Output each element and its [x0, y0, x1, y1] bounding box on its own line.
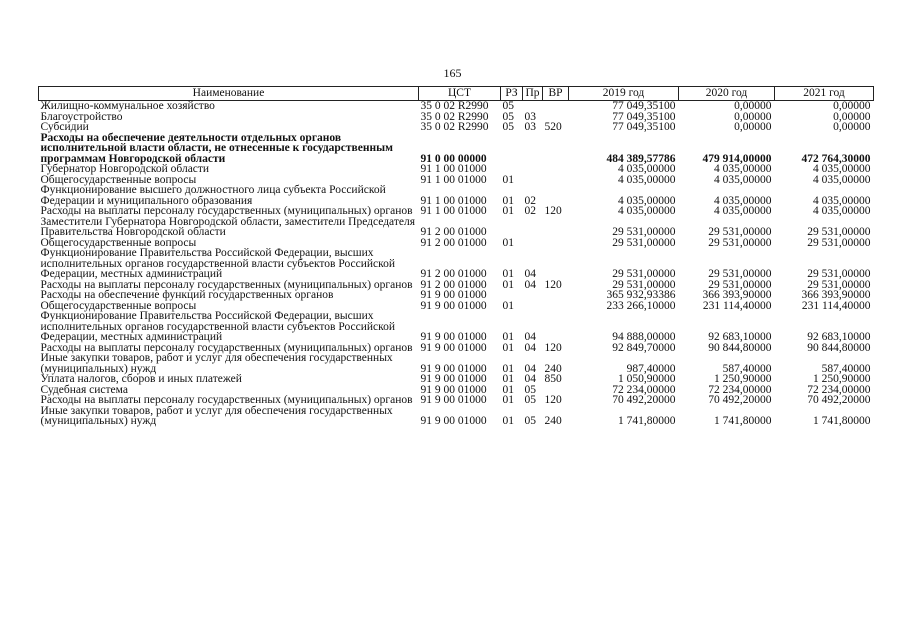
row-rz: 01 — [502, 373, 514, 385]
row-2019: 365 932,93386 — [606, 289, 676, 301]
row-cst: 91 2 00 01000 — [420, 226, 487, 238]
row-2021: 472 764,30000 — [801, 152, 871, 165]
row-vr — [543, 217, 569, 238]
row-2021: 366 393,90000 — [801, 289, 871, 301]
row-2021: 0,00000 — [833, 121, 871, 133]
row-vr: 120 — [544, 278, 562, 291]
row-2021: 70 492,20000 — [807, 394, 871, 406]
row-2021: 587,40000 — [821, 362, 871, 375]
row-2019: 4 035,00000 — [618, 205, 676, 217]
row-rz: 01 — [502, 331, 514, 343]
table-row — [39, 133, 874, 165]
row-2019: 233 266,10000 — [606, 299, 676, 312]
table-row — [39, 122, 874, 133]
row-2020: 0,00000 — [734, 110, 772, 123]
row-2019: 4 035,00000 — [618, 163, 676, 175]
row-vr — [543, 133, 569, 165]
row-pr: 04 — [524, 331, 536, 343]
row-vr — [543, 101, 569, 112]
row-pr: 03 — [524, 121, 536, 133]
row-cst: 91 1 00 01000 — [420, 173, 487, 186]
row-name: Субсидии — [40, 121, 89, 133]
table-row — [39, 406, 874, 427]
row-cst: 91 2 00 01000 — [420, 278, 487, 291]
row-pr: 02 — [524, 205, 536, 217]
row-cst: 91 9 00 01000 — [420, 331, 487, 343]
row-pr — [523, 238, 543, 249]
row-rz — [501, 133, 523, 165]
row-rz: 01 — [502, 415, 514, 427]
row-2020: 366 393,90000 — [702, 289, 772, 301]
row-vr — [543, 301, 569, 312]
row-vr: 240 — [544, 362, 562, 375]
row-cst: 91 9 00 01000 — [420, 289, 487, 301]
row-rz: 01 — [502, 383, 514, 396]
row-rz: 05 — [502, 121, 514, 133]
table-row — [39, 217, 874, 238]
row-2021: 90 844,80000 — [807, 341, 871, 354]
row-vr: 120 — [544, 341, 562, 354]
header-row — [39, 87, 874, 101]
header-vr: ВР — [543, 87, 569, 101]
row-pr: 05 — [524, 383, 536, 396]
row-2019: 29 531,00000 — [612, 226, 676, 238]
row-2021: 0,00000 — [833, 100, 871, 112]
row-cst: 91 9 00 01000 — [420, 394, 487, 406]
row-2019: 29 531,00000 — [612, 236, 676, 249]
budget-table — [38, 86, 874, 427]
row-pr: 02 — [524, 194, 536, 207]
row-2019: 4 035,00000 — [618, 173, 676, 186]
row-name: Расходы на выплаты персоналу государственных (муниципальных) органов — [40, 205, 413, 217]
row-cst: 91 9 00 01000 — [420, 383, 487, 396]
row-rz: 01 — [502, 194, 514, 207]
row-cst: 91 1 00 01000 — [420, 205, 487, 217]
row-2020: 479 914,00000 — [702, 152, 772, 165]
row-rz: 01 — [502, 173, 514, 186]
row-cst: 91 9 00 01000 — [420, 299, 487, 312]
row-name: Функционирование Правительства Российской Федерации, высших исполнительных органов государственной власти субъектов Российской Федерации, местных администраций — [40, 247, 396, 280]
row-pr — [523, 217, 543, 238]
row-name: Функционирование Правительства Российской Федерации, высших исполнительных органов государственной власти субъектов Российской Федерации, местных администраций — [40, 310, 396, 343]
row-2019: 70 492,20000 — [612, 394, 676, 406]
row-name: Расходы на выплаты персоналу государственных (муниципальных) органов — [40, 278, 413, 291]
row-2021: 92 683,10000 — [807, 331, 871, 343]
row-vr — [543, 311, 569, 343]
row-name: Функционирование высшего должностного лица субъекта Российской Федерации и муниципального образования — [40, 184, 386, 207]
row-name: Расходы на выплаты персоналу государственных (муниципальных) органов — [40, 341, 413, 354]
table-row — [39, 395, 874, 406]
row-cst: 91 9 00 01000 — [420, 341, 487, 354]
row-name: Расходы на выплаты персоналу государственных (муниципальных) органов — [40, 394, 413, 406]
row-2019: 77 049,35100 — [612, 121, 676, 133]
table-row — [39, 101, 874, 112]
row-pr — [523, 301, 543, 312]
row-2020: 29 531,00000 — [708, 236, 772, 249]
row-name: Общегосударственные вопросы — [40, 236, 197, 249]
row-pr — [523, 164, 543, 175]
row-2019: 987,40000 — [626, 362, 676, 375]
row-vr: 240 — [544, 415, 562, 427]
row-rz: 01 — [502, 205, 514, 217]
row-2019: 77 049,35100 — [612, 110, 676, 123]
row-pr — [523, 175, 543, 186]
row-pr: 04 — [524, 268, 536, 280]
row-2019: 92 849,70000 — [612, 341, 676, 354]
table-body — [39, 101, 874, 427]
row-2019: 94 888,00000 — [612, 331, 676, 343]
row-vr — [543, 175, 569, 186]
row-vr — [543, 248, 569, 280]
row-2020: 4 035,00000 — [714, 173, 772, 186]
row-2020: 4 035,00000 — [714, 163, 772, 175]
row-name: Губернатор Новгородской области — [40, 163, 210, 175]
row-2021: 1 741,80000 — [813, 415, 871, 427]
table-row — [39, 290, 874, 301]
row-vr — [543, 164, 569, 175]
row-rz: 05 — [502, 100, 514, 112]
row-vr: 520 — [544, 121, 562, 133]
row-2020: 1 250,90000 — [714, 373, 772, 385]
row-2020: 0,00000 — [734, 100, 772, 112]
row-2021: 231 114,40000 — [801, 299, 871, 312]
header-2020: 2020 год — [679, 87, 775, 101]
row-rz: 01 — [502, 299, 514, 312]
table-row — [39, 311, 874, 343]
row-cst: 91 1 00 01000 — [420, 163, 487, 175]
row-rz: 01 — [502, 278, 514, 291]
row-pr: 05 — [524, 394, 536, 406]
row-vr: 120 — [544, 205, 562, 217]
table-row — [39, 248, 874, 280]
row-pr: 03 — [524, 110, 536, 123]
row-pr: 05 — [524, 415, 536, 427]
row-2021: 4 035,00000 — [813, 205, 871, 217]
row-2019: 72 234,00000 — [612, 383, 676, 396]
row-rz: 01 — [502, 394, 514, 406]
table-row — [39, 353, 874, 374]
table-row — [39, 206, 874, 217]
row-2021: 29 531,00000 — [807, 226, 871, 238]
row-cst: 91 9 00 01000 — [420, 362, 487, 375]
row-cst: 91 1 00 01000 — [420, 194, 487, 207]
row-2021: 1 250,90000 — [813, 373, 871, 385]
row-rz: 01 — [502, 341, 514, 354]
row-name: Расходы на обеспечение деятельности отдельных органов исполнительной власти области, не отнесенные к государственным программам Новгородской области — [40, 131, 393, 165]
row-2019: 1 741,80000 — [618, 415, 676, 427]
row-2020: 231 114,40000 — [702, 299, 772, 312]
row-2020: 90 844,80000 — [708, 341, 772, 354]
row-cst: 35 0 02 R2990 — [420, 121, 489, 133]
row-pr: 04 — [524, 373, 536, 385]
row-2021: 72 234,00000 — [807, 383, 871, 396]
row-rz — [501, 217, 523, 238]
row-2021: 29 531,00000 — [807, 236, 871, 249]
row-2019: 29 531,00000 — [612, 278, 676, 291]
header-name: Наименование — [39, 87, 419, 101]
row-name: Жилищно-коммунальное хозяйство — [40, 100, 215, 112]
header-pr: Пр — [523, 87, 543, 101]
row-cst: 91 9 00 01000 — [420, 415, 487, 427]
row-2020: 29 531,00000 — [708, 268, 772, 280]
row-2019: 29 531,00000 — [612, 268, 676, 280]
row-vr: 850 — [544, 373, 562, 385]
row-2020: 4 035,00000 — [714, 205, 772, 217]
row-name: Уплата налогов, сборов и иных платежей — [40, 373, 242, 385]
row-2020: 92 683,10000 — [708, 331, 772, 343]
row-pr — [523, 133, 543, 165]
row-2020: 1 741,80000 — [714, 415, 772, 427]
header-2019: 2019 год — [569, 87, 679, 101]
row-2021: 29 531,00000 — [807, 268, 871, 280]
row-cst: 91 2 00 01000 — [420, 268, 487, 280]
row-2020: 29 531,00000 — [708, 226, 772, 238]
row-rz: 05 — [502, 110, 514, 123]
row-2020: 587,40000 — [722, 362, 772, 375]
row-rz — [501, 290, 523, 301]
row-rz — [501, 164, 523, 175]
row-name: Расходы на обеспечение функций государственных органов — [40, 289, 334, 301]
row-name: Судебная система — [40, 383, 128, 396]
row-2021: 4 035,00000 — [813, 163, 871, 175]
row-pr: 04 — [524, 341, 536, 354]
row-2021: 0,00000 — [833, 110, 871, 123]
row-2021: 4 035,00000 — [813, 194, 871, 207]
row-pr: 04 — [524, 362, 536, 375]
table-row — [39, 185, 874, 206]
row-2019: 1 050,90000 — [618, 373, 676, 385]
row-vr — [543, 238, 569, 249]
header-2021: 2021 год — [775, 87, 874, 101]
row-rz: 01 — [502, 362, 514, 375]
row-vr — [543, 185, 569, 206]
row-pr: 04 — [524, 278, 536, 291]
row-name: Заместители Губернатора Новгородской области, заместители Председателя Правительства Новгородской области — [40, 215, 416, 238]
row-name: Иные закупки товаров, работ и услуг для обеспечения государственных (муниципальных) нужд — [40, 352, 393, 375]
header-rz: РЗ — [501, 87, 523, 101]
row-cst: 35 0 02 R2990 — [420, 110, 489, 123]
row-pr — [523, 290, 543, 301]
table-row — [39, 374, 874, 385]
row-2021: 4 035,00000 — [813, 173, 871, 186]
row-cst: 35 0 02 R2990 — [420, 100, 489, 112]
row-name: Общегосударственные вопросы — [40, 173, 197, 186]
table-row — [39, 164, 874, 175]
row-name: Благоустройство — [40, 110, 123, 123]
row-pr — [523, 101, 543, 112]
header-cst: ЦСТ — [419, 87, 501, 101]
row-name: Иные закупки товаров, работ и услуг для обеспечения государственных (муниципальных) нужд — [40, 404, 393, 427]
row-cst: 91 9 00 01000 — [420, 373, 487, 385]
row-2020: 29 531,00000 — [708, 278, 772, 291]
row-cst: 91 2 00 01000 — [420, 236, 487, 249]
row-2020: 72 234,00000 — [708, 383, 772, 396]
row-2021: 29 531,00000 — [807, 278, 871, 291]
row-2019: 4 035,00000 — [618, 194, 676, 207]
row-vr: 120 — [544, 394, 562, 406]
row-2019: 484 389,57786 — [606, 152, 676, 165]
row-2020: 70 492,20000 — [708, 394, 772, 406]
row-rz: 01 — [502, 268, 514, 280]
row-cst: 91 0 00 00000 — [420, 152, 487, 165]
page-number: 165 — [443, 66, 462, 80]
row-2020: 0,00000 — [734, 121, 772, 133]
row-2020: 4 035,00000 — [714, 194, 772, 207]
row-vr — [543, 290, 569, 301]
row-rz: 01 — [502, 236, 514, 249]
row-name: Общегосударственные вопросы — [40, 299, 197, 312]
row-2019: 77 049,35100 — [612, 100, 676, 112]
